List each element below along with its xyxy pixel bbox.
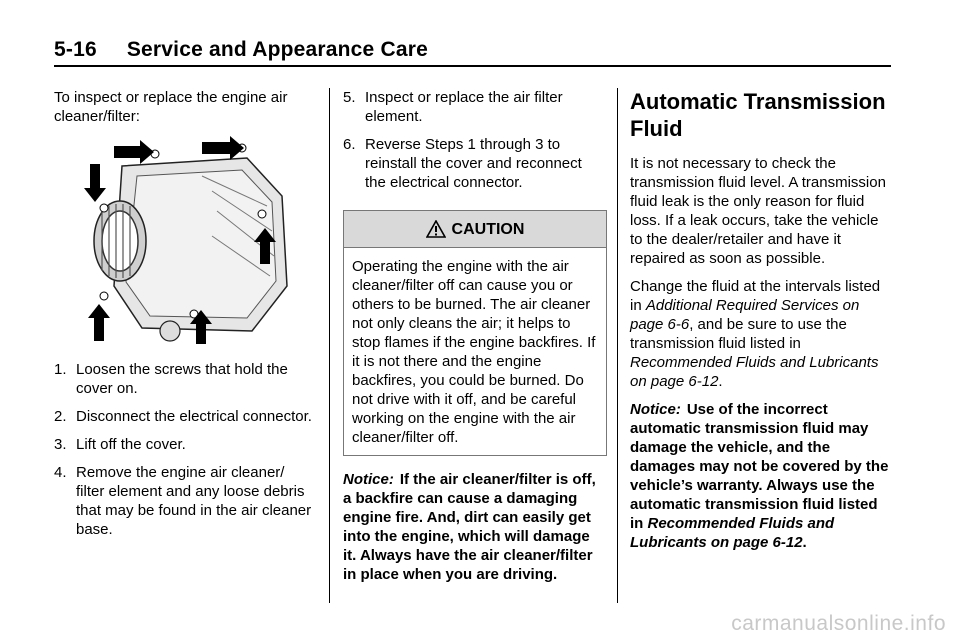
steps-list-2 — [343, 88, 605, 192]
step-number: 6. — [343, 136, 356, 153]
cross-reference: Recommended Fluids and Lubricants on page 6-12 — [630, 354, 879, 390]
step-text: Inspect or replace the air filter element. — [365, 89, 563, 125]
warning-triangle-icon — [426, 220, 446, 238]
step-text: Lift off the cover. — [76, 436, 186, 453]
air-cleaner-figure — [82, 136, 302, 346]
notice-label: Notice: — [630, 401, 681, 418]
section-title: Service and Appearance Care — [126, 38, 428, 61]
column-divider-1 — [329, 88, 330, 603]
list-item — [343, 88, 605, 126]
step-number: 4. — [54, 464, 67, 481]
notice-paragraph — [630, 400, 895, 552]
step-number: 1. — [54, 361, 67, 378]
list-item — [54, 407, 314, 426]
text-run: . — [718, 373, 723, 390]
step-text: Disconnect the electrical connector. — [76, 408, 312, 425]
caution-title: CAUTION — [451, 220, 525, 238]
paragraph-fluid-level: It is not necessary to check the transmission fluid level. A transmission fluid leak is the only reason for fluid loss. If a leak occurs, take the vehicle to the dealer/retailer and have it repaired as soon as possible. — [630, 155, 886, 267]
text-run: , and be sure to use the transmission fluid listed in — [630, 316, 847, 352]
paragraph-fluid-change — [630, 277, 895, 391]
intro-text: To inspect or replace the engine air cleaner/filter: — [54, 89, 288, 125]
text-run: Change the fluid at the intervals listed in — [630, 278, 881, 314]
cross-reference: Additional Required Services on page 6-6 — [630, 297, 860, 333]
watermark-logo: carmanualsonline.info — [731, 612, 946, 635]
step-number: 3. — [54, 436, 67, 453]
step-text: Reverse Steps 1 through 3 to reinstall the cover and reconnect the electrical connector. — [365, 136, 582, 191]
step-number: 2. — [54, 408, 67, 425]
notice-text: Use of the incorrect automatic transmission fluid may damage the vehicle, and the damages may not be covered by the vehicle’s warranty. Always use the automatic transmission fluid listed in — [630, 401, 889, 532]
list-item — [54, 463, 314, 539]
caution-header — [344, 211, 606, 248]
list-item — [54, 435, 314, 454]
step-text: Remove the engine air cleaner/ filter element and any loose debris that may be found in the air cleaner base. — [76, 464, 312, 538]
column-divider-2 — [617, 88, 618, 603]
page-header — [54, 38, 428, 62]
text-run: . — [802, 534, 807, 551]
caution-box — [343, 210, 607, 456]
list-item — [343, 135, 605, 192]
notice-label: Notice: — [343, 471, 394, 488]
step-text: Loosen the screws that hold the cover on. — [76, 361, 288, 397]
section-heading: Automatic Transmission Fluid — [630, 89, 886, 141]
step-number: 5. — [343, 89, 356, 106]
column-1 — [54, 88, 314, 548]
page-number: 5-16 — [54, 38, 97, 61]
notice-text: If the air cleaner/filter is off, a backfire can cause a damaging engine fire. And, dirt can easily get into the engine, which will damage it. Always have the air cleaner/filter in place when you are driving. — [343, 471, 596, 583]
notice-paragraph — [343, 470, 605, 584]
list-item — [54, 360, 314, 398]
cross-reference: Recommended Fluids and Lubricants on page 6-12 — [630, 515, 835, 551]
steps-list-1 — [54, 360, 314, 539]
column-3 — [630, 88, 895, 561]
caution-body: Operating the engine with the air cleaner/filter off can cause you or others to be burned. The air cleaner not only cleans the air; it helps to stop flames if the engine backfires. If it is not there and the engine backfires, you could be burned. Do not drive with it off, and be careful working on the engine with the air cleaner/filter off. — [352, 258, 596, 446]
header-rule — [54, 65, 891, 67]
column-2 — [343, 88, 605, 593]
air-cleaner-illustration — [82, 136, 302, 346]
